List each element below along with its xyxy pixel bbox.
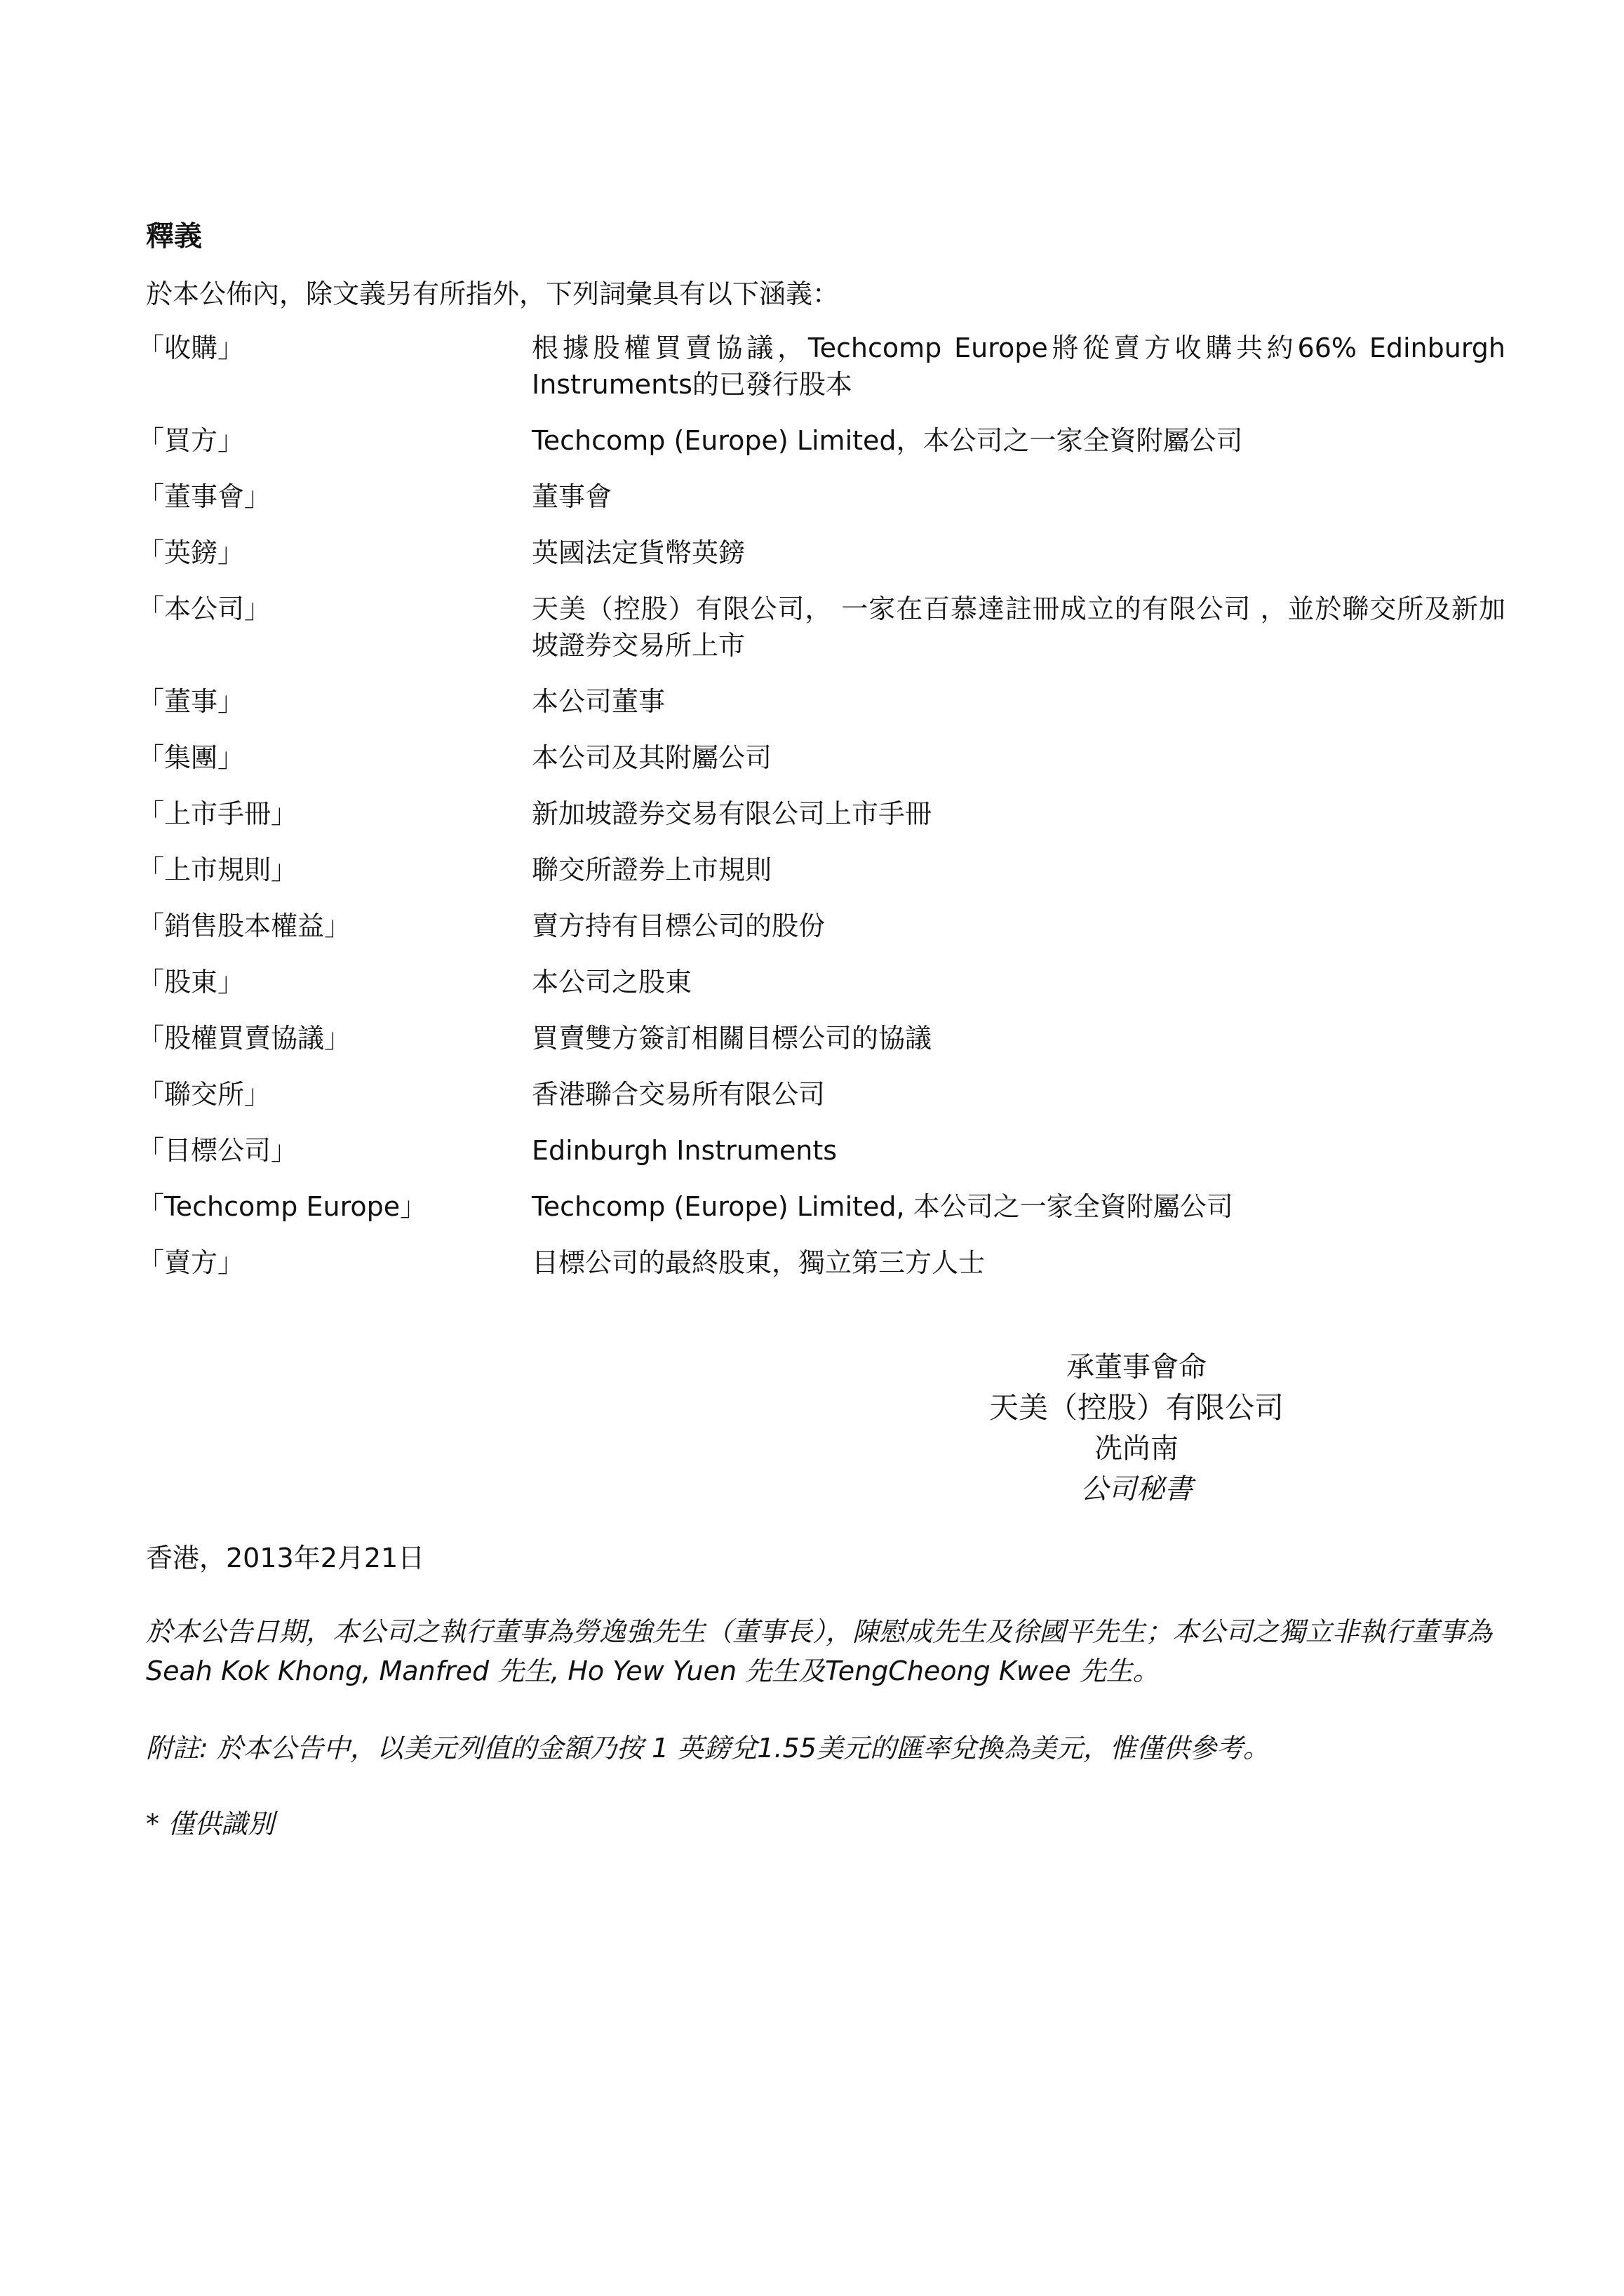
- definition-row: [137, 1188, 1512, 1225]
- definition-row: [137, 591, 1512, 664]
- definition-row: [137, 1132, 1512, 1169]
- definition-row: [137, 964, 1512, 1000]
- signature-title: 公司秘書: [1080, 1473, 1193, 1505]
- date-line: 香港，2013年2月21日: [146, 1543, 425, 1573]
- definition-row: [137, 795, 1512, 832]
- definition-term: 「董事」: [137, 686, 245, 717]
- definition-term: 「集團」: [137, 742, 245, 773]
- definition-row: [137, 852, 1512, 888]
- definition-row: [137, 330, 1512, 403]
- definition-meaning: 香港聯合交易所有限公司: [532, 1079, 826, 1110]
- definition-row: [137, 908, 1512, 944]
- definition-meaning: 聯交所證券上市規則: [532, 854, 772, 885]
- exchange-rate-note: 附註: 於本公告中，以美元列值的金額乃按 1 英鎊兌1.55美元的匯率兌換為美元，惟僅供參考。: [146, 1733, 1270, 1764]
- definition-term: 「董事會」: [137, 481, 271, 512]
- definition-meaning: 天美（控股）有限公司， 一家在百慕達註冊成立的有限公司 ，並於聯交所及新加坡證券交易所上市: [532, 593, 1505, 661]
- definition-row: [137, 422, 1512, 459]
- definition-term: 「目標公司」: [137, 1135, 298, 1166]
- definition-term: 「英鎊」: [137, 537, 245, 568]
- footnote: * 僅供識別: [146, 1808, 275, 1839]
- definition-row: [137, 683, 1512, 720]
- definition-row: [137, 1020, 1512, 1056]
- definition-meaning: 本公司董事: [532, 686, 666, 717]
- definition-row: [137, 739, 1512, 776]
- definition-meaning: 英國法定貨幣英鎊: [532, 537, 746, 568]
- definition-meaning: 根據股權買賣協議，Techcomp Europe將從賣方收購共約66% Edinburgh Instruments的已發行股本: [532, 333, 1505, 400]
- definition-meaning: 賣方持有目標公司的股份: [532, 911, 826, 941]
- definition-row: [137, 478, 1512, 515]
- section-heading: 釋義: [146, 220, 202, 253]
- definition-meaning: Techcomp (Europe) Limited，本公司之一家全資附屬公司: [532, 425, 1243, 456]
- directors-note: 於本公告日期，本公司之執行董事為勞逸強先生（董事長），陳慰成先生及徐國平先生；本公司之獨立非執行董事為Seah Kok Khong, Manfred 先生, Ho Yew Yuen 先生及TengCheong Kwee 先生。: [146, 1616, 1493, 1686]
- definition-term: 「Techcomp Europe」: [137, 1191, 427, 1222]
- definition-term: 「股權買賣協議」: [137, 1023, 351, 1054]
- definitions-list: [137, 330, 1512, 1301]
- signature-company: 天美（控股）有限公司: [988, 1390, 1284, 1425]
- signature-block: [912, 1347, 1361, 1510]
- definition-meaning: 目標公司的最終股東，獨立第三方人士: [532, 1247, 986, 1278]
- definition-term: 「銷售股本權益」: [137, 911, 351, 941]
- definition-term: 「本公司」: [137, 593, 271, 624]
- definition-term: 「賣方」: [137, 1247, 245, 1278]
- definition-term: 「上市規則」: [137, 854, 298, 885]
- definition-meaning: 本公司之股東: [532, 967, 692, 998]
- definition-meaning: Edinburgh Instruments: [532, 1135, 838, 1166]
- definition-row: [137, 535, 1512, 571]
- definition-meaning: 本公司及其附屬公司: [532, 742, 772, 773]
- definition-meaning: 董事會: [532, 481, 612, 512]
- definition-row: [137, 1076, 1512, 1113]
- definition-term: 「股東」: [137, 967, 245, 998]
- definition-term: 「上市手冊」: [137, 798, 298, 829]
- intro-text: 於本公佈內，除文義另有所指外，下列詞彙具有以下涵義：: [146, 278, 840, 309]
- definition-meaning: 買賣雙方簽訂相關目標公司的協議: [532, 1023, 932, 1054]
- definition-meaning: 新加坡證券交易有限公司上市手冊: [532, 798, 932, 829]
- definition-term: 「買方」: [137, 425, 245, 456]
- definition-meaning: Techcomp (Europe) Limited, 本公司之一家全資附屬公司: [532, 1191, 1233, 1222]
- definition-row: [137, 1244, 1512, 1281]
- definition-term: 「聯交所」: [137, 1079, 271, 1110]
- signature-name: 冼尚南: [1094, 1432, 1179, 1465]
- definition-term: 「收購」: [137, 333, 245, 363]
- signature-line: 承董事會命: [1066, 1351, 1207, 1383]
